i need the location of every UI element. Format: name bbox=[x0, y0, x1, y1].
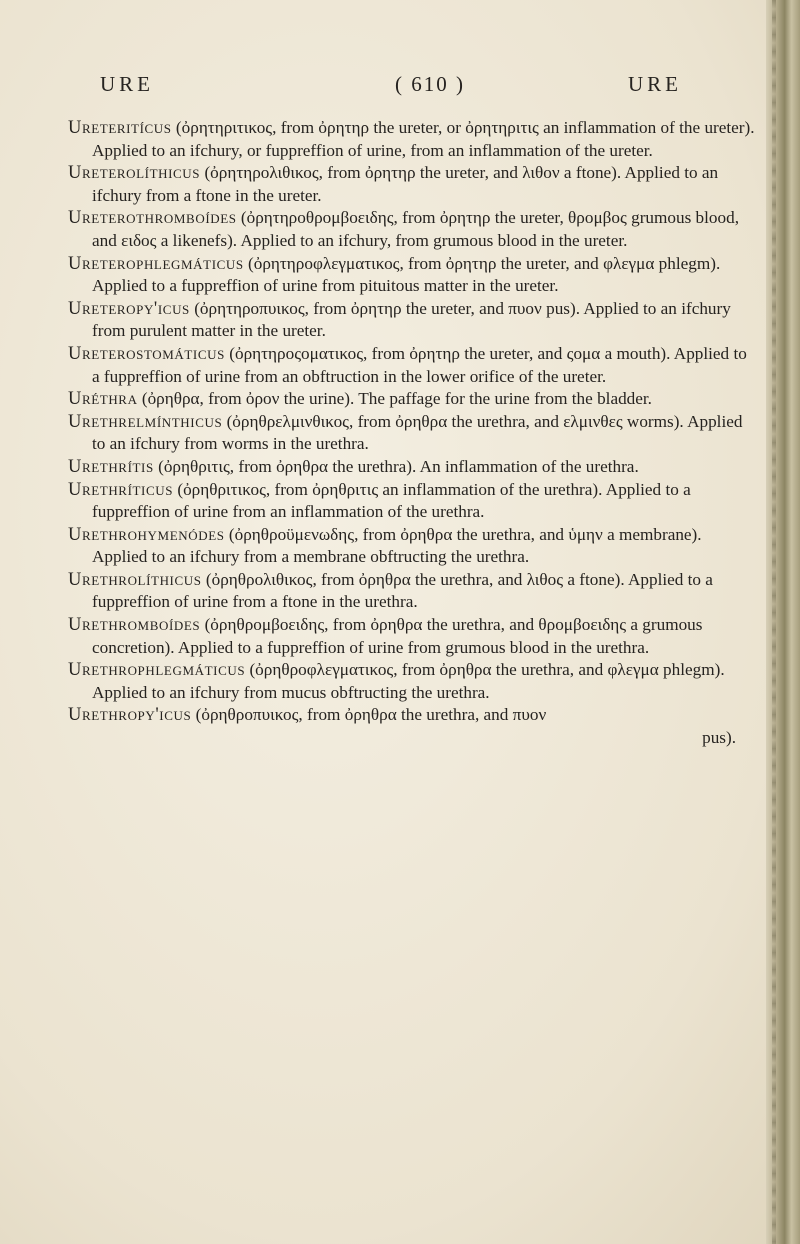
entry-text: (ὀρηθριτις, from ὀρηθρα the urethra). An inflammation of the urethra. bbox=[153, 456, 639, 476]
header-right: URE bbox=[628, 72, 682, 96]
entry-headword: Ureterophlegmáticus bbox=[68, 253, 244, 274]
entry-ureteropyicus bbox=[68, 298, 756, 343]
entry-ureterolithicus bbox=[68, 162, 756, 207]
entry-headword: Ureteritícus bbox=[68, 118, 172, 138]
entry-headword: Urethrelmínthicus bbox=[68, 411, 223, 432]
entry-text: (ὀρηθρα, from ὀρον the urine). The paffage for the urine from the bladder. bbox=[137, 389, 652, 409]
entry-headword: Ureterothromboídes bbox=[68, 208, 237, 229]
entry-urethrelminthicus bbox=[68, 411, 756, 456]
entry-headword: Urethrítis bbox=[68, 456, 154, 477]
entry-headword: Urethropy'icus bbox=[68, 705, 192, 726]
entry-text: (ὀρητηροθρομβοειδης, from ὀρητηρ the ureter, θρομβος grumous blood, and ειδος a likenefs). Applied to an ifchury, from grumous blood in the ureter. bbox=[92, 208, 740, 250]
entry-urethrophlegmaticus bbox=[68, 659, 756, 704]
entry-headword: Urethromboídes bbox=[68, 615, 201, 636]
entry-ureterostomaticus bbox=[68, 343, 756, 388]
entry-text: (ὀρητηρολιθικος, from ὀρητηρ the ureter, and λιθον a ftone). Applied to an ifchury from a ftone in the ureter. bbox=[92, 163, 719, 205]
entry-urethropyicus bbox=[68, 704, 756, 727]
entry-ureterophlegmaticus bbox=[68, 253, 756, 298]
entry-urethra bbox=[68, 388, 756, 411]
entry-urethrolithicus bbox=[68, 569, 756, 614]
entry-text: (ὀρηθρολιθικος, from ὀρηθρα the urethra, and λιθος a ftone). Applied to a fuppreffion of urine from a ftone in the urethra. bbox=[92, 569, 713, 612]
running-header bbox=[60, 60, 760, 100]
entry-headword: Ureterolíthicus bbox=[68, 163, 201, 184]
entry-ureterothromboides bbox=[68, 207, 756, 252]
entry-text: (ὀρηθρελμινθικος, from ὀρηθρα the urethra, and ελμινθες worms). Applied to an ifchury from worms in the urethra. bbox=[92, 411, 743, 454]
entry-text: (ὀρητηροςοματικος, from ὀρητηρ the ureter, and ςομα a mouth). Applied to a fuppreffion of urine from an obftruction in the lower orifice of the ureter. bbox=[92, 343, 747, 386]
entry-headword: Ureteropy'icus bbox=[68, 298, 190, 319]
entry-urethromboides bbox=[68, 614, 756, 659]
entry-text: (ὀρηθροϋμενωδης, from ὀρηθρα the urethra, and ὑμην a membrane). Applied to an ifchury from a membrane obftructing the urethra. bbox=[92, 524, 702, 567]
entry-headword: Urethrophlegmáticus bbox=[68, 660, 246, 681]
dictionary-entries bbox=[68, 117, 756, 750]
book-binding-edge bbox=[766, 0, 800, 1244]
entry-headword: Ureterostomáticus bbox=[68, 343, 225, 364]
entry-ureteriticus bbox=[68, 117, 756, 162]
entry-text: (ὀρηθριτικος, from ὀρηθριτις an inflammation of the urethra). Applied to a fuppreffion of urine from an inflammation of the urethra. bbox=[92, 479, 691, 522]
entry-headword: Urethrolíthicus bbox=[68, 569, 202, 590]
entry-text: (ὀρητηροφλεγματικος, from ὀρητηρ the ureter, and φλεγμα phlegm). Applied to a fuppreffion of urine from pituitous matter in the ureter. bbox=[92, 253, 721, 296]
entry-text: (ὀρητηροπυικος, from ὀρητηρ the ureter, and πυον pus). Applied to an ifchury from purulent matter in the ureter. bbox=[92, 298, 731, 341]
entry-headword: Urethrohymenódes bbox=[68, 524, 225, 545]
page-number: ( 610 ) bbox=[395, 72, 465, 96]
entry-continuation: pus). bbox=[702, 728, 736, 748]
header-left: URE bbox=[100, 72, 154, 96]
entry-headword: Uréthra bbox=[68, 389, 138, 410]
entry-text: (ὀρητηριτικος, from ὀρητηρ the ureter, or ὀρητηριτις an inflammation of the ureter). Applied to an ifchury, or fuppreffion of urine, from an inflammation of the ureter. bbox=[92, 118, 755, 160]
entry-text: (ὀρηθρομβοειδης, from ὀρηθρα the urethra, and θρομβοειδης a grumous concretion). Applied to a fuppreffion of urine from grumous blood in the urethra. bbox=[92, 615, 703, 657]
entry-text: (ὀρηθροπυικος, from ὀρηθρα the urethra, and πυον bbox=[191, 705, 547, 725]
entry-urethriticus bbox=[68, 479, 756, 524]
entry-headword: Urethríticus bbox=[68, 479, 174, 500]
entry-urethritis bbox=[68, 456, 756, 479]
entry-text: (ὀρηθροφλεγματικος, from ὀρηθρα the urethra, and φλεγμα phlegm). Applied to an ifchury from mucus obftructing the urethra. bbox=[92, 660, 725, 702]
entry-urethrohymenodes bbox=[68, 524, 756, 569]
